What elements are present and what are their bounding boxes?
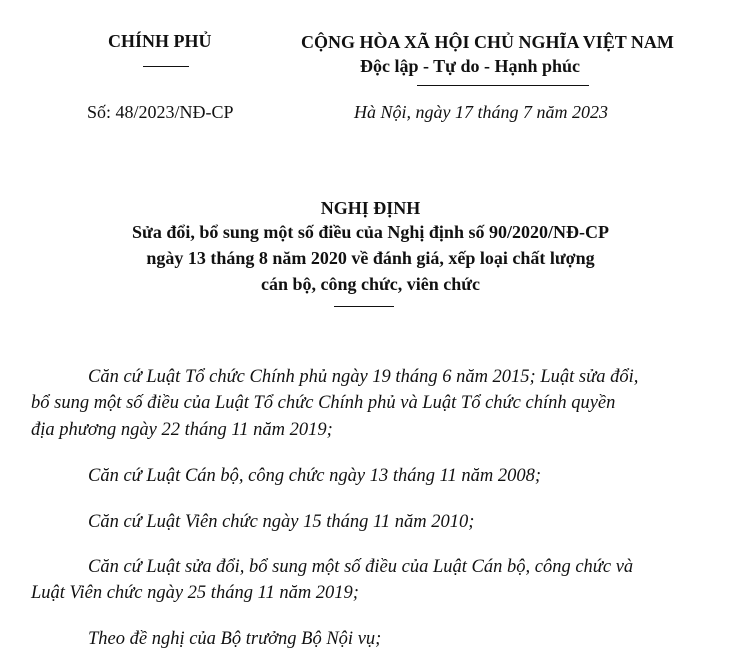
subtitle-line-1: Sửa đổi, bổ sung một số điều của Nghị định số 90/2020/NĐ-CP	[132, 222, 609, 242]
preamble-1-line-3: địa phương ngày 22 tháng 11 năm 2019;	[31, 420, 333, 440]
title-underline	[334, 306, 394, 307]
preamble-5: Theo đề nghị của Bộ trưởng Bộ Nội vụ;	[88, 629, 382, 649]
preamble-4-line-1: Căn cứ Luật sửa đổi, bổ sung một số điều của Luật Cán bộ, công chức và	[88, 557, 634, 577]
preamble-1-line-2: bổ sung một số điều của Luật Tổ chức Chính phủ và Luật Tổ chức chính quyền	[31, 393, 616, 413]
subtitle-line-3: cán bộ, công chức, viên chức	[260, 274, 481, 294]
agency-underline	[143, 66, 189, 67]
national-motto: Độc lập - Tự do - Hạnh phúc	[360, 56, 581, 76]
preamble-4-line-2: Luật Viên chức ngày 25 tháng 11 năm 2019;	[31, 583, 359, 603]
preamble-3: Căn cứ Luật Viên chức ngày 15 tháng 11 năm 2010;	[88, 512, 475, 532]
preamble-1-line-1: Căn cứ Luật Tổ chức Chính phủ ngày 19 tháng 6 năm 2015; Luật sửa đổi,	[88, 367, 639, 387]
document-type-title: NGHỊ ĐỊNH	[320, 198, 421, 218]
place-and-date: Hà Nội, ngày 17 tháng 7 năm 2023	[354, 102, 608, 122]
motto-underline	[417, 85, 589, 86]
issuing-agency: CHÍNH PHỦ	[108, 31, 212, 51]
preamble-2: Căn cứ Luật Cán bộ, công chức ngày 13 tháng 11 năm 2008;	[88, 466, 542, 486]
national-title: CỘNG HÒA XÃ HỘI CHỦ NGHĨA VIỆT NAM	[301, 32, 674, 52]
subtitle-line-2: ngày 13 tháng 8 năm 2020 về đánh giá, xếp loại chất lượng	[146, 248, 595, 268]
document-number: Số: 48/2023/NĐ-CP	[87, 102, 234, 122]
